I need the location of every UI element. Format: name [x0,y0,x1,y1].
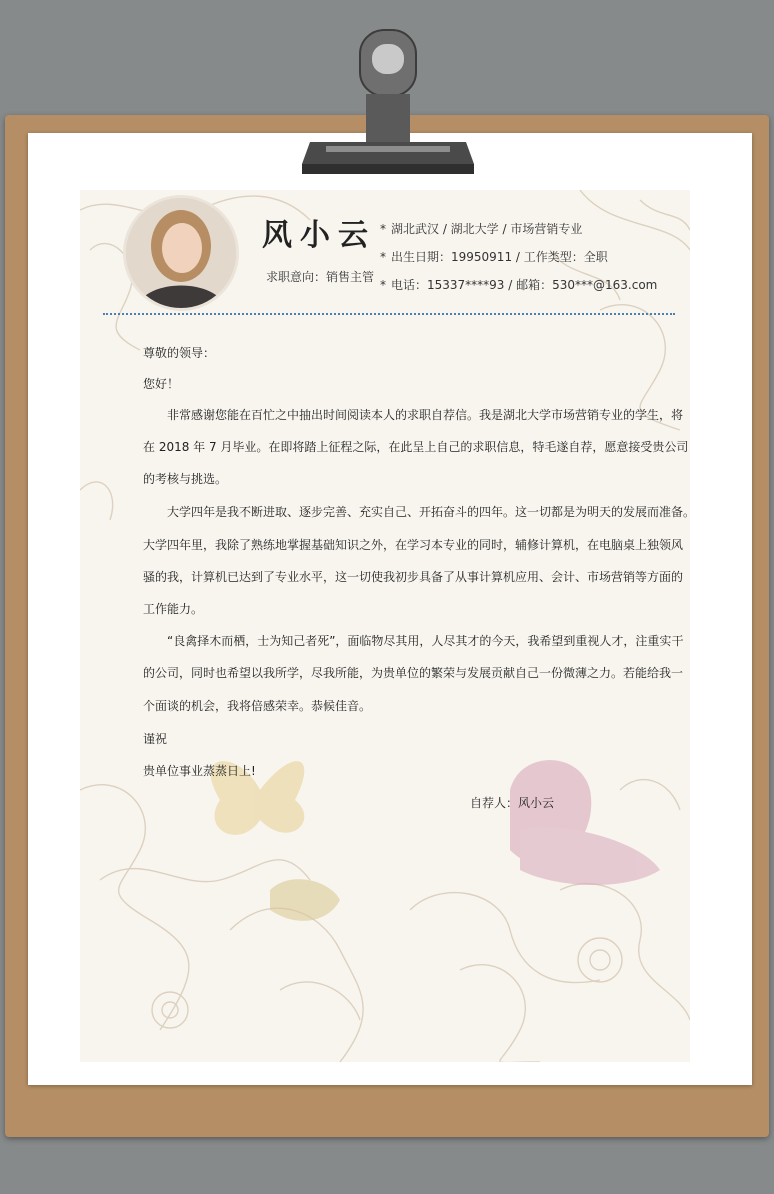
avatar [123,195,239,311]
info-location: * 湖北武汉 / 湖北大学 / 市场营销专业 [380,222,583,236]
body-line: 非常感谢您能在百忙之中抽出时间阅读本人的求职自荐信。我是湖北大学市场营销专业的学生，将 [143,408,684,422]
info-birth: * 出生日期：19950911 / 工作类型：全职 [380,250,608,264]
body-line: 个面谈的机会，我将倍感荣幸。恭候佳音。 [143,699,372,713]
body-line: 的考核与挑选。 [143,472,228,486]
floral-decoration [80,190,690,1062]
divider [103,313,675,315]
job-intent: 求职意向：销售主管 [266,270,375,284]
salutation: 尊敬的领导： [143,346,216,360]
greeting: 您好！ [143,377,180,391]
candidate-name: 风小云 [262,218,376,253]
body-line: 大学四年是我不断进取、逐步完善、充实自己、开拓奋斗的四年。这一切都是为明天的发展而准备。 [143,505,696,519]
info-contact: * 电话：15337****93 / 邮箱：530***@163.com [380,278,658,292]
body-line: 骚的我，计算机已达到了专业水平，这一切使我初步具备了从事计算机应用、会计、市场营销等方面的 [143,570,684,584]
body-line: 的公司，同时也希望以我所学，尽我所能，为贵单位的繁荣与发展贡献自己一份微薄之力。若能给我一 [143,666,684,680]
body-line: 工作能力。 [143,602,204,616]
signature: 自荐人：风小云 [470,796,555,810]
body-line: 在 2018 年 7 月毕业。在即将踏上征程之际，在此呈上自己的求职信息，特毛遂自荐，愿意接受贵公司 [143,440,689,454]
binder-clip [296,24,480,179]
body-line: “良禽择木而栖，士为知己者死”，面临物尽其用，人尽其才的今天，我希望到重视人才，注重实干 [143,634,684,648]
letter-background [80,190,690,1062]
wish: 贵单位事业蒸蒸日上! [143,764,256,778]
body-line: 大学四年里，我除了熟练地掌握基础知识之外，在学习本专业的同时，辅修计算机，在电脑桌上独领风 [143,538,684,552]
closing: 谨祝 [143,732,168,746]
